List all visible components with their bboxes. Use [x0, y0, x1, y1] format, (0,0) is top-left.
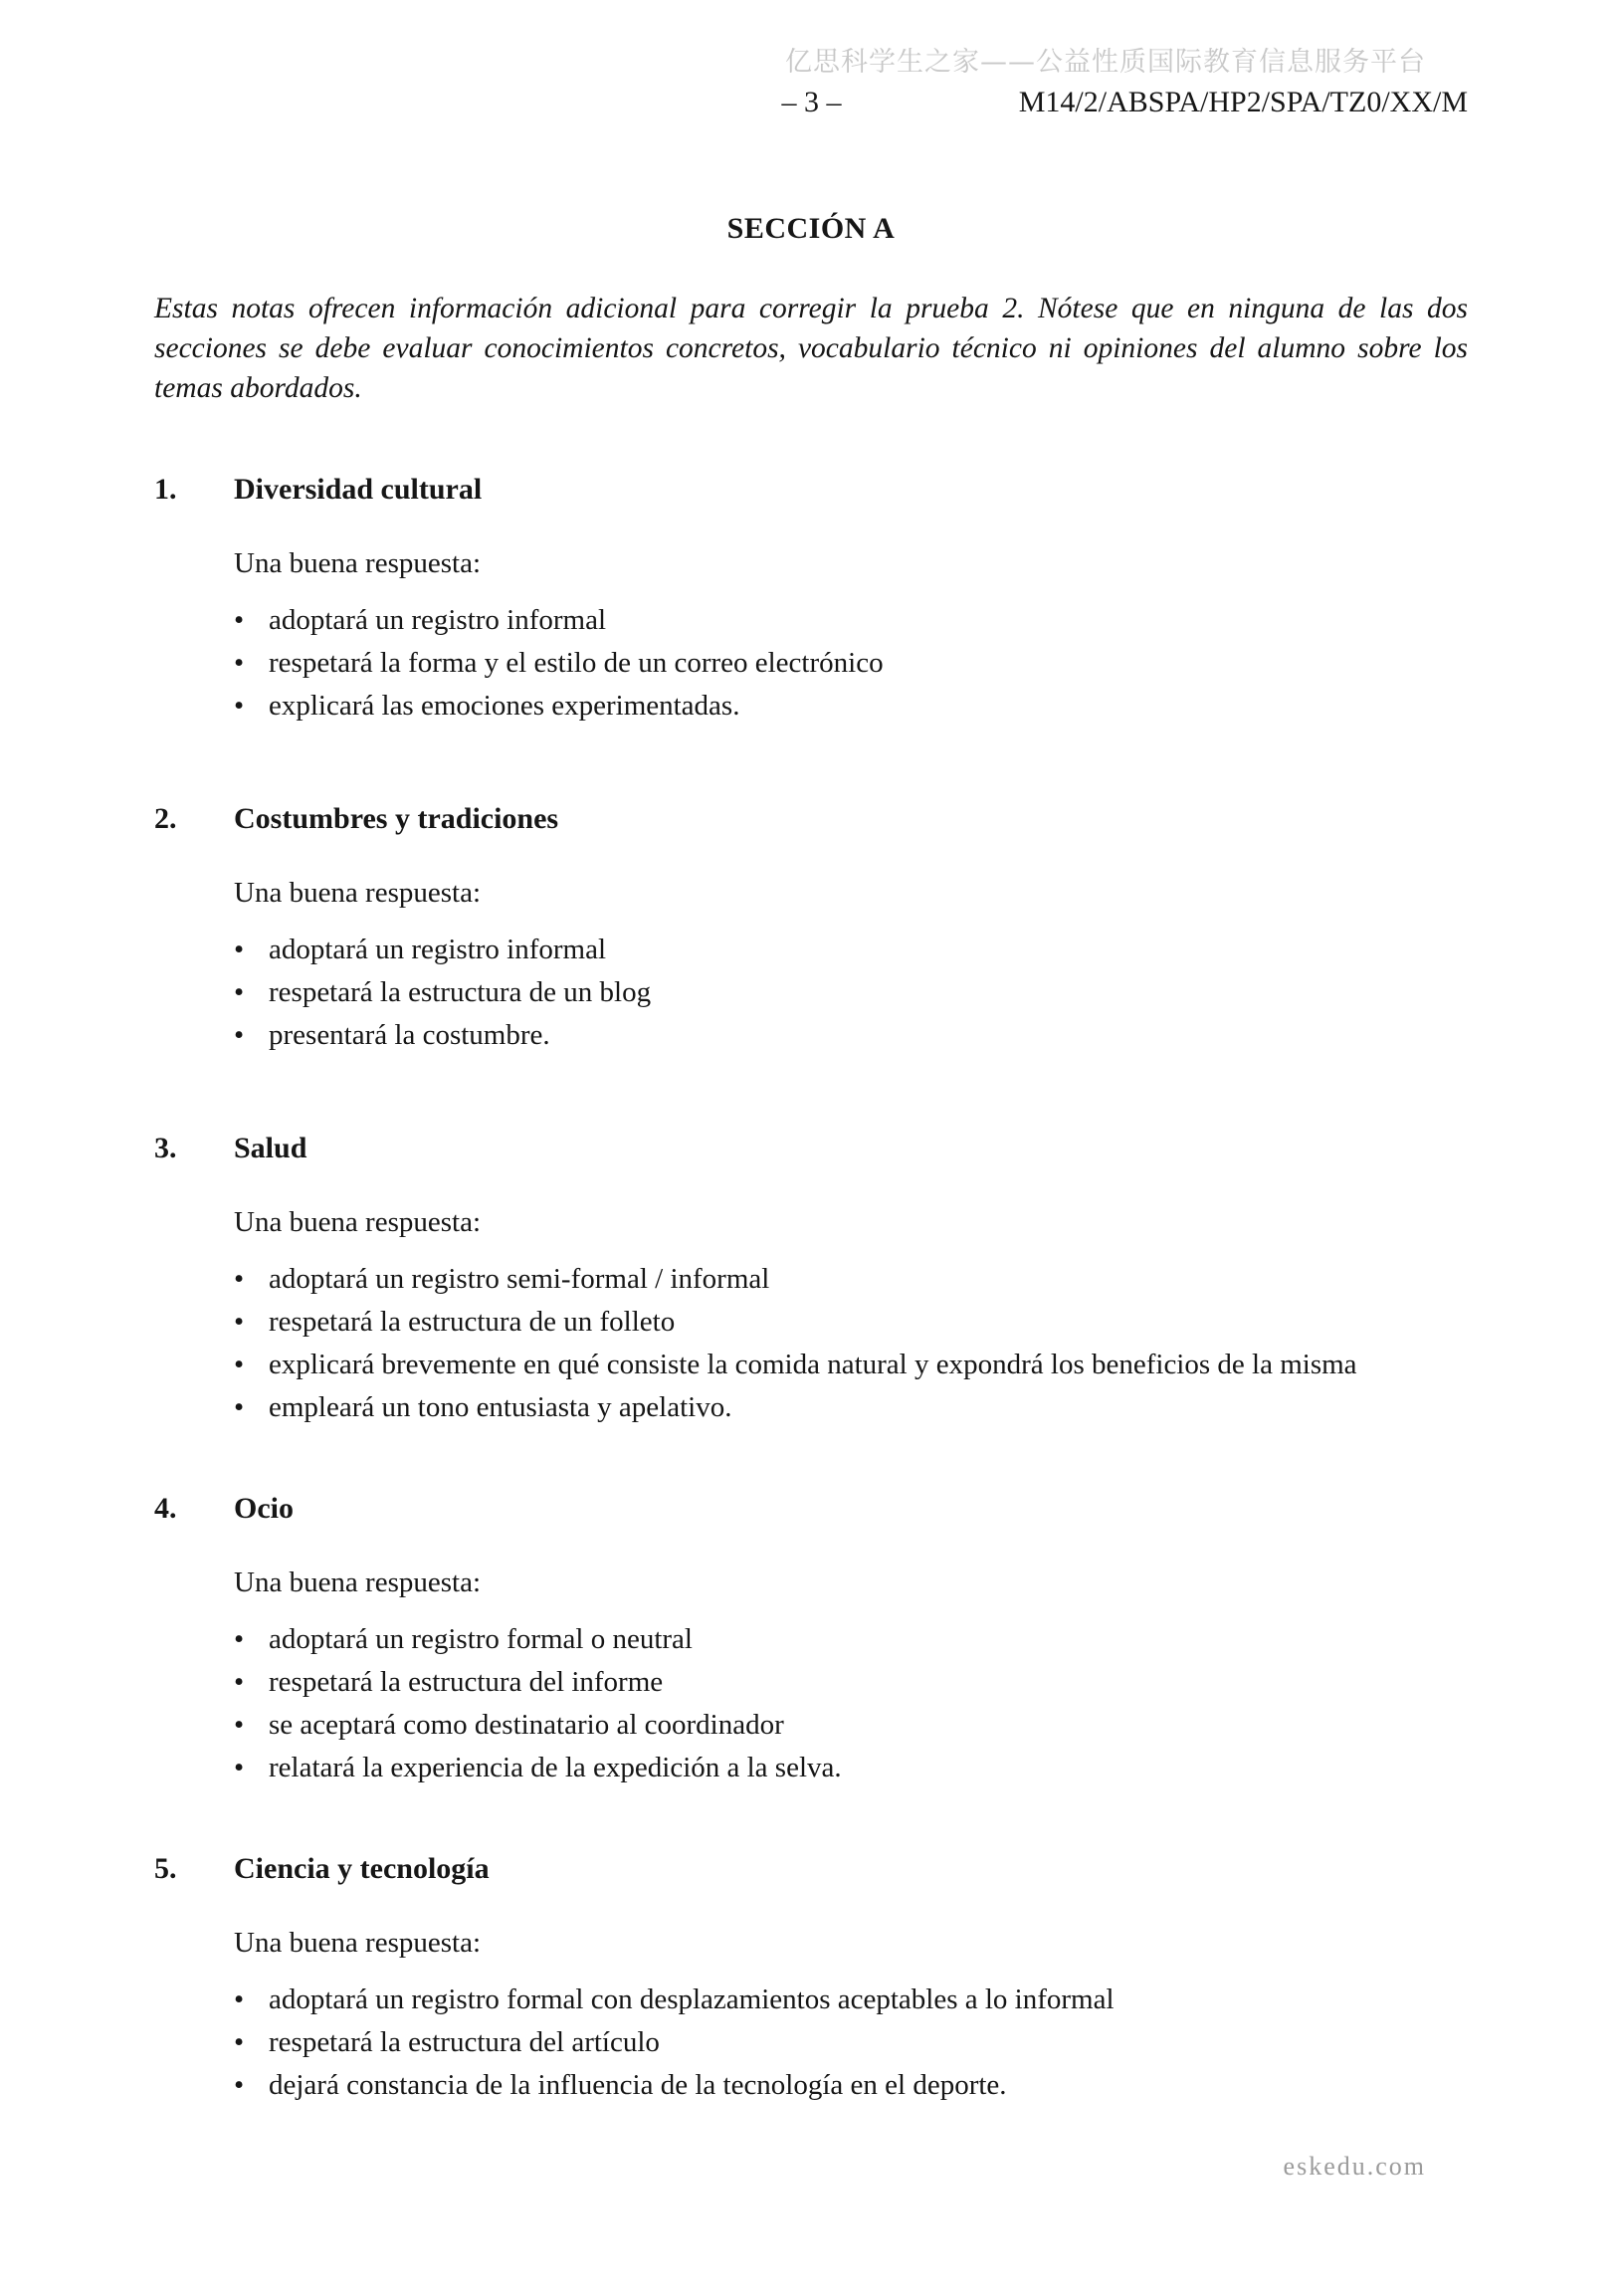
bullet-item: • relatará la experiencia de la expedición a la selva.: [154, 1747, 1468, 1789]
paper-code: M14/2/ABSPA/HP2/SPA/TZ0/XX/M: [1018, 86, 1468, 118]
section-heading-text: Ciencia y tecnología: [234, 1852, 490, 1885]
section-number: 2.: [154, 802, 177, 835]
bullet-list: [154, 1618, 1468, 1789]
bullet-item: • se aceptará como destinatario al coordinador: [154, 1704, 1468, 1747]
bullet-list: [154, 929, 1468, 1057]
section-heading-text: Salud: [234, 1132, 307, 1164]
section-ciencia-y-tecnologia: [154, 1851, 1468, 2107]
section-title: SECCIÓN A: [726, 212, 896, 245]
section-number: 3.: [154, 1132, 177, 1164]
bullet-item: • adoptará un registro informal: [154, 599, 1468, 642]
bullet-item: • respetará la forma y el estilo de un correo electrónico: [154, 642, 1468, 685]
document-body: [154, 211, 1468, 2107]
section-heading-text: Diversidad cultural: [234, 473, 483, 506]
section-costumbres-y-tradiciones: [154, 801, 1468, 1057]
section-heading: [154, 1851, 1468, 1887]
section-salud: [154, 1131, 1468, 1429]
section-heading: [154, 1131, 1468, 1166]
bullet-item: • adoptará un registro formal o neutral: [154, 1618, 1468, 1661]
section-number: 4.: [154, 1492, 177, 1525]
section-diversidad-cultural: [154, 472, 1468, 728]
bullet-list: [154, 1258, 1468, 1429]
bullet-item: • dejará constancia de la influencia de la tecnología en el deporte.: [154, 2064, 1468, 2107]
bullet-item: • respetará la estructura del artículo: [154, 2021, 1468, 2064]
bullet-list: [154, 1979, 1468, 2107]
section-heading-text: Costumbres y tradiciones: [234, 802, 559, 835]
bullet-item: • empleará un tono entusiasta y apelativo.: [154, 1386, 1468, 1429]
bullet-item: • respetará la estructura de un folleto: [154, 1301, 1468, 1344]
bullet-item: • adoptará un registro formal con desplazamientos aceptables a lo informal: [154, 1979, 1468, 2021]
section-heading: [154, 1491, 1468, 1527]
lead-in-text: Una buena respuesta:: [234, 1206, 482, 1238]
lead-in-text: Una buena respuesta:: [234, 1927, 482, 1959]
lead-in-text: Una buena respuesta:: [234, 877, 482, 909]
section-number: 5.: [154, 1852, 177, 1885]
intro-paragraph: Estas notas ofrecen información adicional para corregir la prueba 2. Nótese que en ninguna de las dos secciones se debe evaluar conocimientos concretos, vocabulario técnico ni opiniones del alumno sobre los temas abordados.: [154, 293, 1468, 404]
section-ocio: [154, 1491, 1468, 1789]
bullet-item: • respetará la estructura del informe: [154, 1661, 1468, 1704]
bottom-watermark: eskedu.com: [1283, 2152, 1426, 2181]
bullet-item: • respetará la estructura de un blog: [154, 971, 1468, 1014]
top-watermark: 亿思科学生之家——公益性质国际教育信息服务平台: [785, 47, 1426, 78]
page-header: [0, 84, 1623, 121]
section-heading: [154, 472, 1468, 508]
section-heading-text: Ocio: [234, 1492, 294, 1525]
bullet-item: • explicará brevemente en qué consiste la comida natural y expondrá los beneficios de la misma: [154, 1344, 1468, 1386]
lead-in-text: Una buena respuesta:: [234, 1566, 482, 1598]
lead-in-text: Una buena respuesta:: [234, 547, 482, 579]
bullet-item: • adoptará un registro informal: [154, 929, 1468, 971]
section-heading: [154, 801, 1468, 837]
bullet-list: [154, 599, 1468, 728]
bullet-item: • presentará la costumbre.: [154, 1014, 1468, 1057]
bullet-item: • adoptará un registro semi-formal / informal: [154, 1258, 1468, 1301]
page-number: – 3 –: [781, 86, 842, 118]
section-number: 1.: [154, 473, 177, 506]
bullet-item: • explicará las emociones experimentadas.: [154, 685, 1468, 728]
